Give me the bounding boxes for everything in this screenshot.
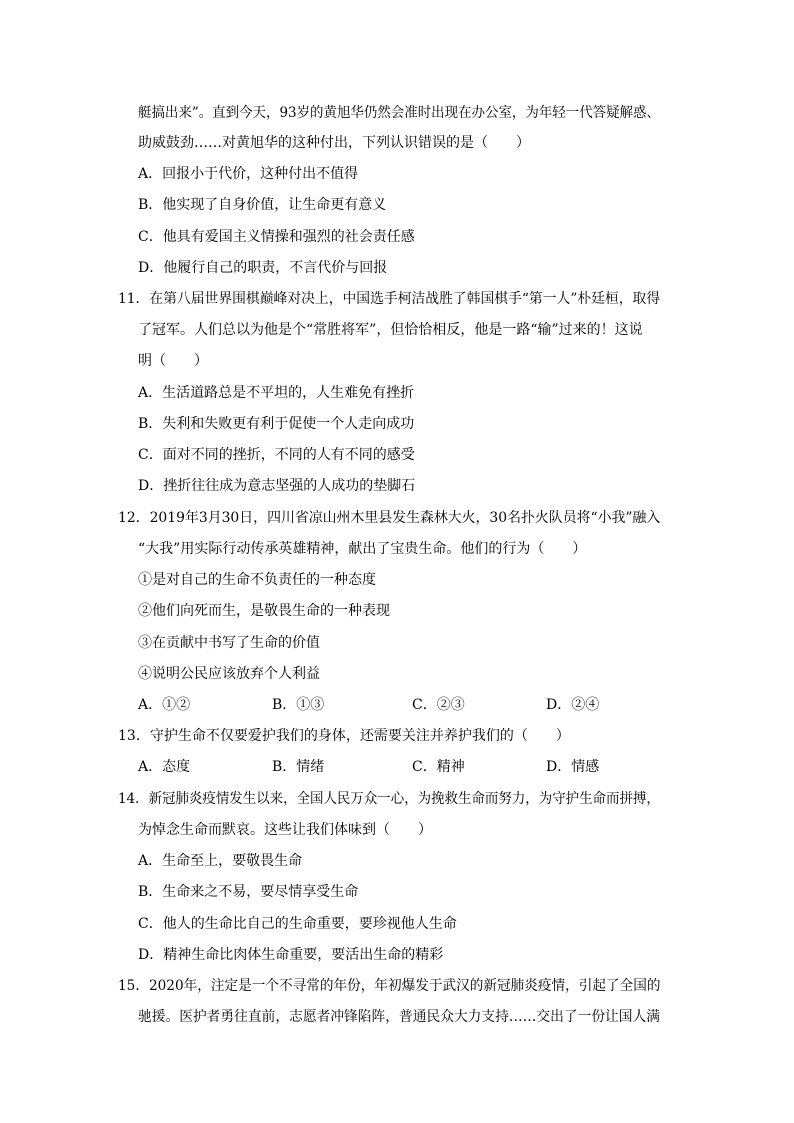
q12-statement-4: ④说明公民应该放弃个人利益 <box>138 666 320 682</box>
q13-option-b: B．情绪 <box>272 759 325 775</box>
q12-option-a: A．①② <box>138 697 191 713</box>
q14-option-c: C．他人的生命比自己的生命重要，要珍视他人生命 <box>138 916 457 932</box>
q14-option-a: A．生命至上，要敬畏生命 <box>138 853 303 869</box>
q10-option-d: D．他履行自己的职责，不言代价与回报 <box>138 260 388 276</box>
q10-stem-line-2: 助威鼓劲……对黄旭华的这种付出，下列认识错误的是（ ） <box>138 135 530 151</box>
q11-stem-line-2: 了冠军。人们总以为他是个“常胜将军”，但恰恰相反，他是一路“输”过来的！这说 <box>138 322 643 338</box>
q13-stem-line-1: 13．守护生命不仅要爱护我们的身体，还需要关注并养护我们的（ ） <box>118 728 570 744</box>
q14-stem-line-2: 为悼念生命而默哀。这些让我们体味到（ ） <box>138 822 432 838</box>
q10-option-a: A．回报小于代价，这种付出不值得 <box>138 166 359 182</box>
q11-option-d: D．挫折往往成为意志坚强的人成功的垫脚石 <box>138 478 416 494</box>
q14-option-d: D．精神生命比肉体生命重要，要活出生命的精彩 <box>138 947 444 963</box>
q12-statement-3: ③在贡献中书写了生命的价值 <box>138 635 320 651</box>
q12-option-d: D．②④ <box>546 697 600 713</box>
q11-option-c: C．面对不同的挫折，不同的人有不同的感受 <box>138 447 415 463</box>
q11-option-b: B．失利和失败更有利于促使一个人走向成功 <box>138 416 415 432</box>
q12-option-b: B．①③ <box>272 697 325 713</box>
q12-statement-1: ①是对自己的生命不负责任的一种态度 <box>138 572 376 588</box>
q11-stem-line-3: 明（ ） <box>138 353 208 369</box>
q15-stem-line-2: 驰援。医护者勇往直前，志愿者冲锋陷阵，普通民众大力支持……交出了一份让国人满 <box>138 1009 660 1025</box>
q13-option-a: A．态度 <box>138 759 191 775</box>
q12-stem-line-1: 12．2019年3月30日，四川省凉山州木里县发生森林大火，30名扑火队员将“小我”融入 <box>118 510 661 526</box>
q11-stem-line-1: 11．在第八届世界围棋巅峰对决上，中国选手柯洁战胜了韩国棋手“第一人”朴廷桓，取得 <box>118 291 661 307</box>
q14-stem-line-1: 14．新冠肺炎疫情发生以来，全国人民万众一心，为挽救生命而努力，为守护生命而拼搏， <box>118 791 660 807</box>
q12-stem-line-2: “大我”用实际行动传承英雄精神，献出了宝贵生命。他们的行为（ ） <box>138 541 587 557</box>
q13-option-c: C．精神 <box>412 759 465 775</box>
q14-option-b: B．生命来之不易，要尽情享受生命 <box>138 884 359 900</box>
q13-option-d: D．情感 <box>546 759 600 775</box>
q12-option-c: C．②③ <box>412 697 465 713</box>
q10-option-c: C．他具有爱国主义情操和强烈的社会责任感 <box>138 229 415 245</box>
q12-statement-2: ②他们向死而生，是敬畏生命的一种表现 <box>138 603 390 619</box>
q10-option-b: B．他实现了自身价值，让生命更有意义 <box>138 197 387 213</box>
q10-stem-line-1: 艇搞出来”。直到今天，93岁的黄旭华仍然会准时出现在办公室，为年轻一代答疑解惑、 <box>138 105 660 121</box>
q11-option-a: A．生活道路总是不平坦的，人生难免有挫折 <box>138 385 415 401</box>
q15-stem-line-1: 15．2020年，注定是一个不寻常的年份，年初爆发于武汉的新冠肺炎疫情，引起了全国的 <box>118 978 661 994</box>
